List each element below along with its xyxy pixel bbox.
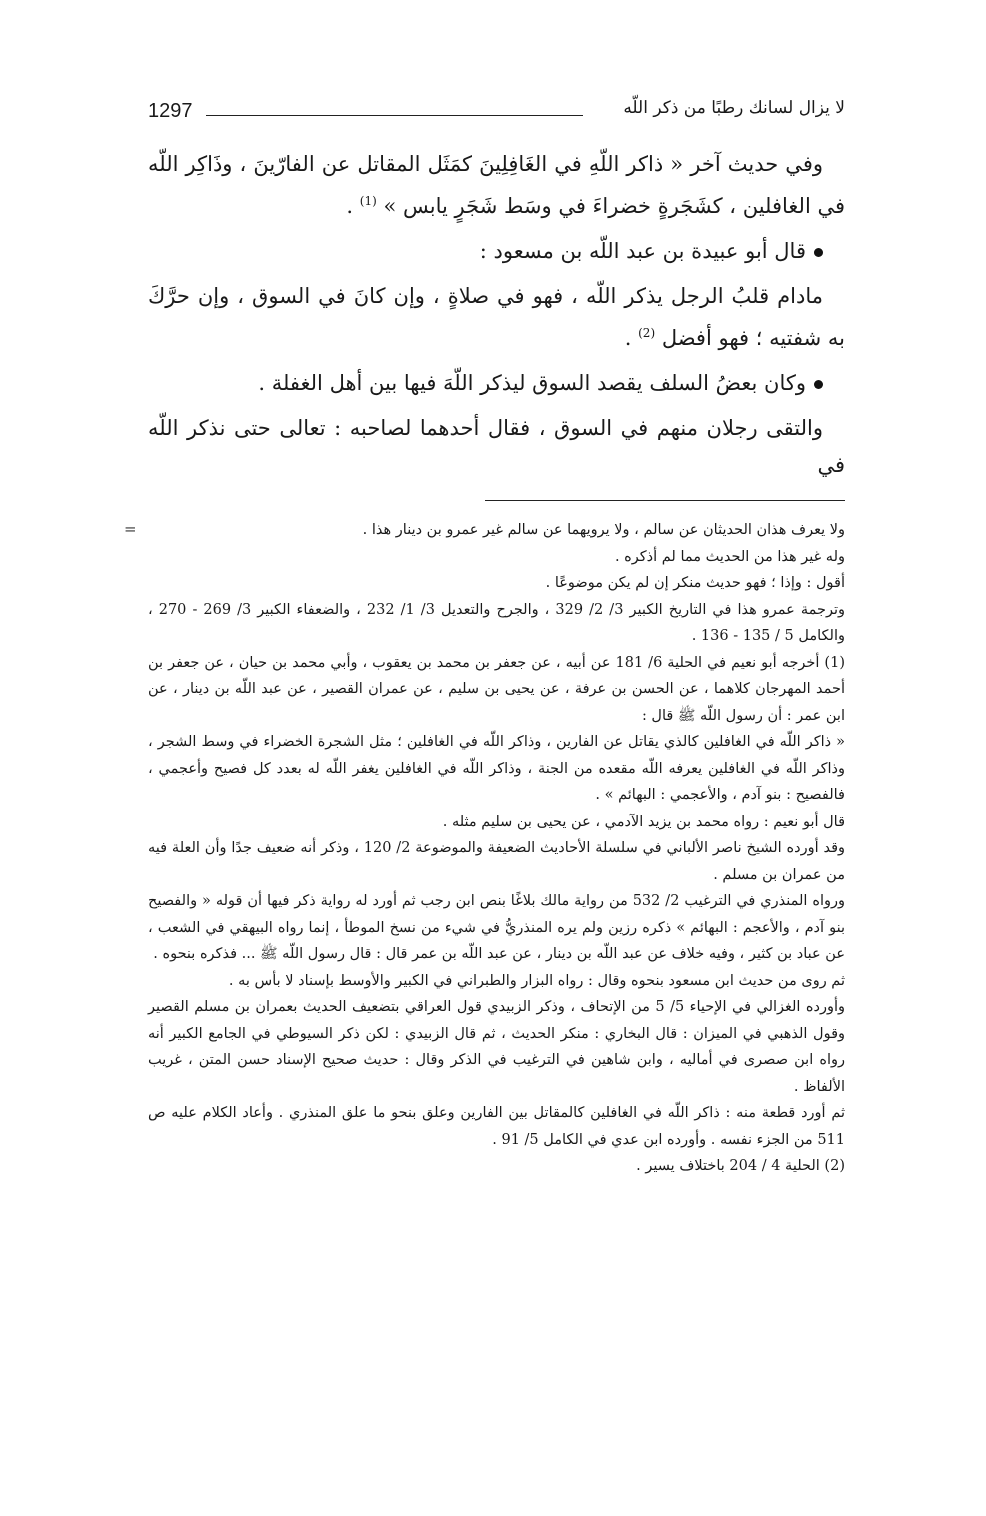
main-text [148, 146, 845, 484]
footnote-line: ورواه المنذري في الترغيب 2/ 532 من رواية مالك بلاغًا بنص ابن رجب ثم أورد له رواية ذكر فيها أن قوله « والفصيح بنو آدم ، والأعجم : البهائم » ذكره رزين ولم يره المنذريُّ في شيء من نسخ الموطأ ، إنما رواه البيهقي في الشعب ، عن عباد بن كثير ، وفيه خلاف عن عبد اللّه بن دينار ، عن عبد اللّه بن عمر قال : قال رسول اللّه ﷺ ... فذكره بنحوه . [148, 893, 845, 962]
footnote-line: قال أبو نعيم : رواه محمد بن يزيد الآدمي ، عن يحيى بن سليم مثله . [442, 813, 845, 830]
header-rule [206, 115, 583, 116]
paragraph-two-men [148, 410, 845, 484]
footnote-line: « ذاكر اللّه في الغافلين كالذي يقاتل عن الفارين ، وذاكر اللّه في الغافلين ؛ مثل الشجرة الخضراء في وسط الشجر ، وذاكر اللّه في الغافلين يعرفه اللّه مقعده من الجنة ، وذاكر اللّه في الغافلين يغفر اللّه له بعدد كل فصيح وأعجمي ، فالفصيح : بنو آدم ، والأعجمي : البهائم » . [148, 734, 845, 803]
footnote-line-text: ولا يعرف هذان الحديثان عن سالم ، ولا يرويهما عن سالم غير عمرو بن دينار هذا . [362, 522, 845, 538]
footnote-ref-1: (1) [359, 194, 377, 208]
footnote-line: وأورده الغزالي في الإحياء 5/ 5 من الإتحاف ، وذكر الزبيدي قول العراقي بتضعيف الحديث بعمران بن مسلم القصير وقول الذهبي في الميزان : قال البخاري : منكر الحديث ، ثم قال الزبيدي : لكن ذكر السيوطي في الجامع الكبير أنه رواه ابن صصرى في أماليه ، وابن شاهين في الترغيب في الذكر وقال : حديث صحيح الإسناد حسن المتن ، غريب الألفاظ . [148, 999, 846, 1095]
page-number: 1297 [148, 100, 193, 122]
paragraph-salaf [148, 365, 845, 402]
running-header [148, 92, 845, 132]
footnote-line: وقد أورده الشيخ ناصر الألباني في سلسلة الأحاديث الضعيفة والموضوعة 2/ 120 ، وذكر أنه ضعيف جدًا وأن العلة فيه من عمران بن مسلم . [148, 840, 845, 883]
bullet-icon [814, 380, 823, 389]
paragraph-two-men-text: والتقى رجلان منهم في السوق ، فقال أحدهما لصاحبه : تعالى حتى نذكر اللّه في [148, 416, 845, 477]
running-title: لا يزال لسانك رطبًا من ذكر اللّه [623, 98, 845, 118]
footnote-line: وترجمة عمرو هذا في التاريخ الكبير 3/ 2/ 329 ، والجرح والتعديل 3/ 1/ 232 ، والضعفاء الكبير 3/ 269 - 270 ، والكامل 5 / 135 - 136 . [148, 601, 846, 644]
paragraph-quote-text: مادام قلبُ الرجل يذكر اللّه ، فهو في صلاةٍ ، وإن كانَ في السوق ، وإن حرَّكَ به شفتيه ؛ فهو أفضل [148, 284, 845, 350]
footnote-line: ثم أورد قطعة منه : ذاكر اللّه في الغافلين كالمقاتل بين الفارين وعلق بنحو ما علق المنذري . وأعاد الكلام عليه ص 511 من الجزء نفسه . وأورده ابن عدي في الكامل 5/ 91 . [148, 1105, 845, 1148]
paragraph-hadith-text: وفي حديث آخر « ذاكر اللّهِ في الغَافِلِينَ كمَثَل المقاتل عن الفارّينَ ، وذَاكِر اللّه في الغافلين ، كشَجَرةٍ خضراءَ في وسَط شَجَرٍ يابس » [148, 152, 845, 218]
paragraph-salaf-text: وكان بعضُ السلف يقصد السوق ليذكر اللّهَ فيها بين أهل الغفلة . [258, 371, 806, 395]
bullet-icon [814, 248, 823, 257]
paragraph-abu-ubaida [148, 233, 845, 270]
paragraph-abu-ubaida-text: قال أبو عبيدة بن عبد اللّه بن مسعود : [479, 239, 806, 263]
footnote-separator [485, 500, 845, 501]
paragraph-hadith [148, 146, 845, 225]
paragraph-quote [148, 278, 845, 357]
footnote-line: وله غير هذا من الحديث مما لم أذكره . [614, 548, 845, 565]
footnote-line [124, 517, 845, 544]
paragraph-hadith-end: . [346, 194, 354, 218]
footnote-line: أقول : وإذا ؛ فهو حديث منكر إن لم يكن موضوعًا . [545, 575, 845, 591]
page [124, 92, 846, 1180]
footnote-2: (2) الحلية 4 / 204 باختلاف يسير . [636, 1158, 845, 1174]
paragraph-quote-end: . [624, 326, 632, 350]
continuation-mark: = [124, 520, 137, 538]
footnote-ref-2: (2) [638, 326, 656, 340]
footnote-1: (1) أخرجه أبو نعيم في الحلية 6/ 181 عن أبيه ، عن جعفر بن محمد بن يعقوب ، وأبي محمد بن حيان ، عن جعفر بن أحمد المهرجان كلاهما ، عن الحسن بن عرفة ، عن يحيى بن سليم ، عن عمران القصير ، عن عبد اللّه بن دينار ، عن ابن عمر : أن رسول اللّه ﷺ قال : [148, 654, 845, 724]
footnotes [124, 517, 846, 1180]
footnote-line: ثم روى من حديث ابن مسعود بنحوه وقال : رواه البزار والطبراني في الكبير والأوسط بإسناد لا بأس به . [228, 972, 845, 989]
